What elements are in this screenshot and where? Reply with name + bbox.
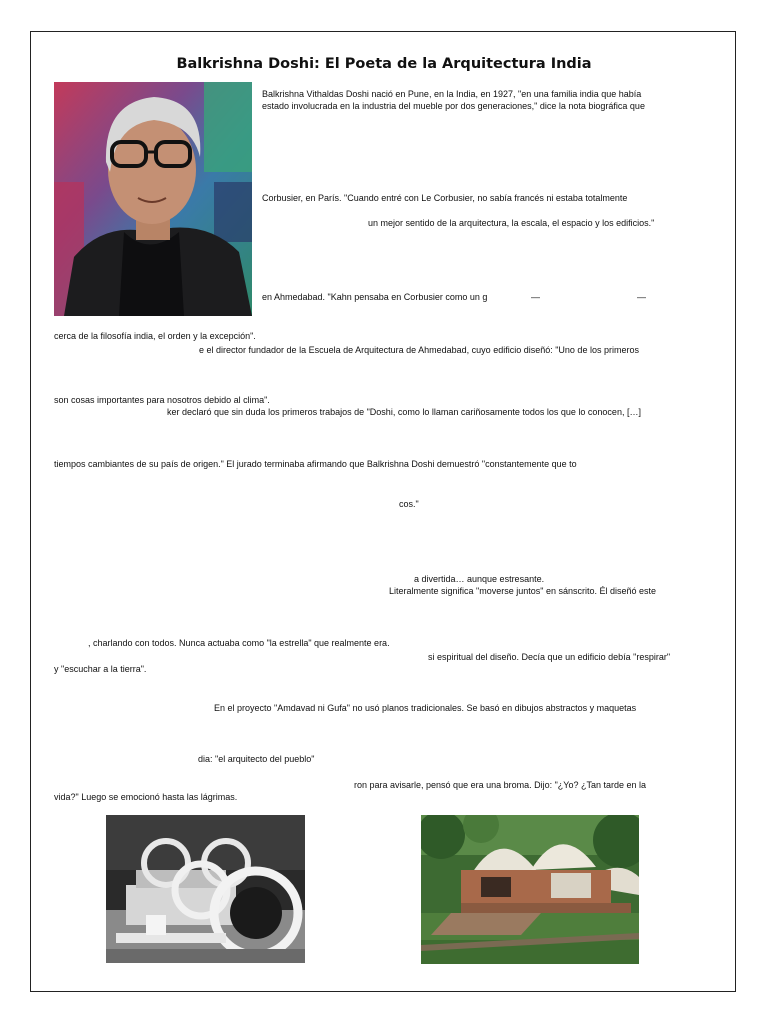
document-title: Balkrishna Doshi: El Poeta de la Arquitectura India [176,56,592,72]
text-line: ron para avisarle, pensó que era una broma. Dijo: "¿Yo? ¿Tan tarde en la [354,780,647,790]
text-line: tiempos cambiantes de su país de origen." El jurado terminaba afirmando que Balkrishna Doshi demuestró "constantemente que to [54,459,577,469]
sangath-building-photo [421,815,639,964]
text-line: cos." [399,499,419,509]
text-line: Balkrishna Vithaldas Doshi nació en Pune, en la India, en 1927, "en una familia india que había [262,89,642,99]
architecture-model-photo [106,815,305,963]
text-line: si espiritual del diseño. Decía que un edificio debía "respirar" [428,652,671,662]
text-line: cerca de la filosofía india, el orden y la excepción". [54,331,256,341]
text-line: en Ahmedabad. "Kahn pensaba en Corbusier como un g [262,292,488,302]
text-dash: — [531,292,540,302]
text-line: vida?" Luego se emocionó hasta las lágrimas. [54,792,238,802]
text-line: dia: "el arquitecto del pueblo" [198,754,315,764]
text-line: , charlando con todos. Nunca actuaba como "la estrella" que realmente era. [88,638,390,648]
text-line: e el director fundador de la Escuela de Arquitectura de Ahmedabad, cuyo edificio diseñó: "Uno de los primeros [199,345,639,355]
text-line: Literalmente significa "moverse juntos" en sánscrito. Él diseñó este [389,586,657,596]
text-line: estado involucrada en la industria del mueble por dos generaciones," dice la nota biográfica que [262,101,645,111]
text-line: Corbusier, en París. "Cuando entré con Le Corbusier, no sabía francés ni estaba totalmente [262,193,628,203]
text-line: son cosas importantes para nosotros debido al clima". [54,395,270,405]
text-line: ker declaró que sin duda los primeros trabajos de "Doshi, como lo llaman cariñosamente todos los que lo conocen, […] [167,407,641,417]
text-line: y "escuchar a la tierra". [54,664,147,674]
text-line: a divertida… aunque estresante. [414,574,545,584]
text-dash: — [637,292,646,302]
text-line: En el proyecto "Amdavad ni Gufa" no usó planos tradicionales. Se basó en dibujos abstractos y maquetas [214,703,637,713]
text-line: un mejor sentido de la arquitectura, la escala, el espacio y los edificios." [368,218,655,228]
portrait-photo [54,82,252,316]
